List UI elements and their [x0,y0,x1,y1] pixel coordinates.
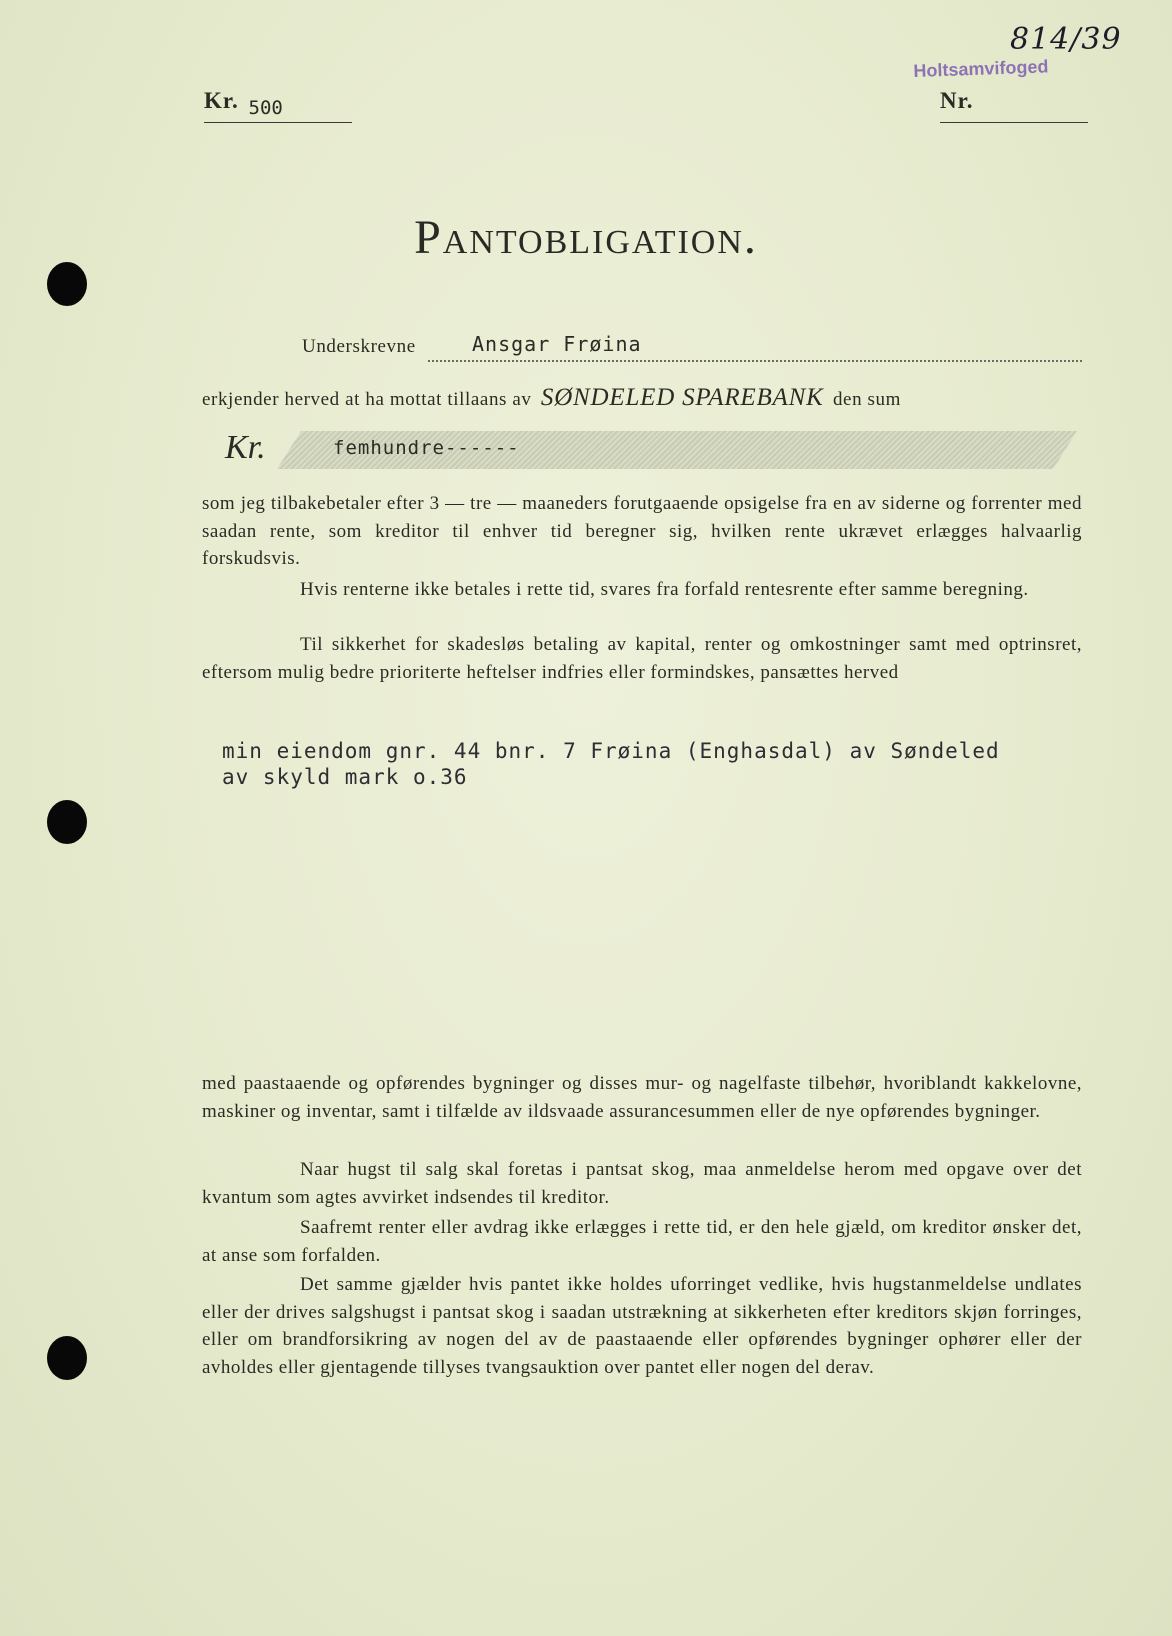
kr-value: 500 [248,97,283,119]
paragraph-buildings [202,1070,1082,1125]
ack-text-after: den sum [832,389,901,410]
document-title: Pantobligation. [414,211,758,264]
amount-words: femhundre------ [333,437,520,459]
paragraph-logging [202,1156,1082,1211]
paragraph-text: Naar hugst til salg skal foretas i pantsat skog, maa anmeldelse herom med opgave over det kvantum som agtes avvirket indsendes til kreditor. [202,1159,1082,1208]
paragraph-default [202,1214,1082,1269]
paragraph-text: Til sikkerhet for skadesløs betaling av kapital, renter og omkostninger samt med optrinsret, eftersom mulig bedre prioriterte heftelser indfries eller formindskes, pansættes herved [202,634,1082,683]
acknowledgement-line [202,384,1102,412]
amount-field-top [204,88,352,123]
punch-hole-middle [47,800,87,844]
amount-row [225,425,1085,475]
paragraph-security [202,631,1082,686]
property-description [222,738,1000,790]
paragraph-text: Saafremt renter eller avdrag ikke erlægges i rette tid, er den hele gjæld, om kreditor ønsker det, at anse som forfalden. [202,1217,1082,1266]
bank-name: SØNDELED SPAREBANK [540,384,824,411]
reference-number: 814/39 [1010,22,1122,57]
paragraph-text: som jeg tilbakebetaler efter 3 — tre — maaneders forutgaaende opsigelse fra en av siderne og forrenter med saadan rente, som kreditor til enhver tid beregner sig, hvilken rente ukrævet erlægges halvaarlig forskudsvis. [202,493,1082,569]
paragraph-text: Det samme gjælder hvis pantet ikke holdes uforringet vedlike, hvis hugstanmeldelse undlates eller der drives salgshugst i pantsat skog i saadan utstrækning at sikkerheten efter kreditors skjøn forringes, eller om brandforsikring av nogen del av de paastaaende eller opførendes bygninger ophører eller der avholdes eller gjentagende tillyses tvangsauktion over pantet eller nogen del derav. [202,1274,1082,1378]
amount-kr-label: Kr. [225,429,266,466]
property-line2: av skyld mark o.36 [222,765,468,789]
ack-text-before: erkjender herved at ha mottat tillaans av [202,389,532,410]
kr-label: Kr. [204,88,239,113]
undersigned-label: Underskrevne [302,336,416,357]
paragraph-text: Hvis renterne ikke betales i rette tid, svares fra forfald rentesrente efter samme beregning. [300,579,1029,600]
undersigned-name: Ansgar Frøina [472,332,642,356]
property-line1: min eiendom gnr. 44 bnr. 7 Frøina (Enghasdal) av Søndeled [222,739,1000,763]
paragraph-interest [202,576,1082,604]
stamp-line2: Holtsamvifoged [913,56,1049,82]
punch-hole-top [47,262,87,306]
dotted-line [428,360,1082,362]
paragraph-conditions [202,1271,1082,1381]
number-field [940,88,1088,123]
paragraph-text: med paastaaende og opførendes bygninger og disses mur- og nagelfaste tilbehør, hvoriblandt kakkelovne, maskiner og inventar, samt i tilfælde av ildsvaade assurancesummen eller de nye opførendes bygninger. [202,1073,1082,1122]
paragraph-repayment [202,490,1082,573]
nr-label: Nr. [940,88,974,113]
undersigned-line [302,332,1082,366]
punch-hole-bottom [47,1336,87,1380]
